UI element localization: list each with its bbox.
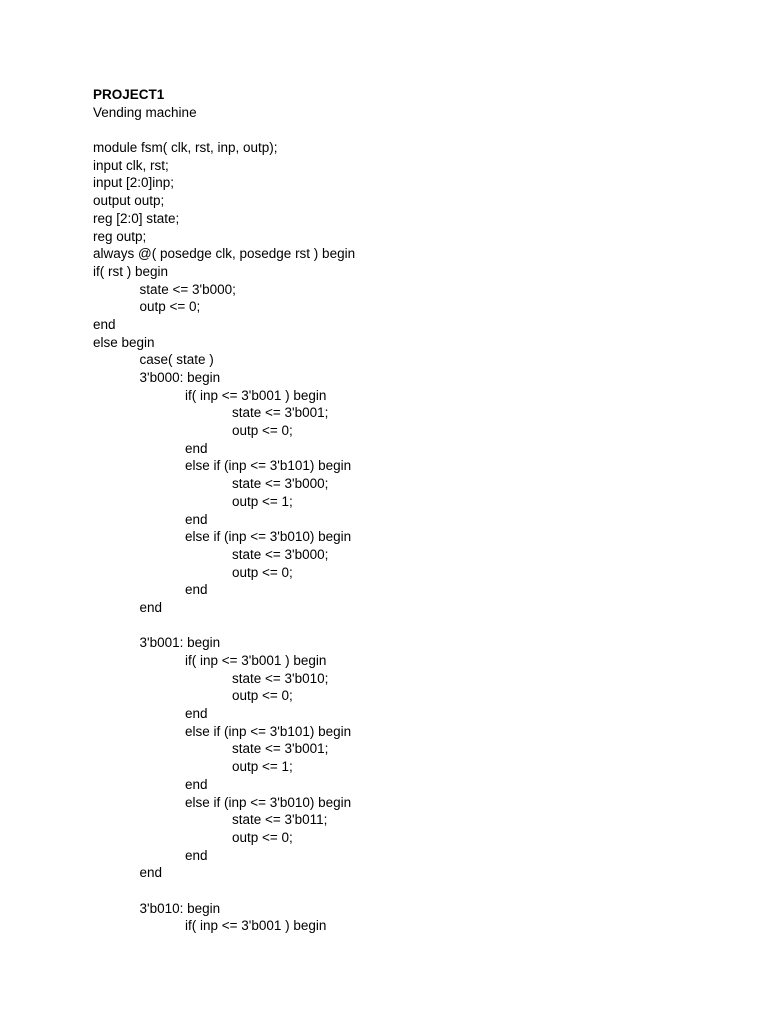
code-line: outp <= 0; <box>139 299 201 315</box>
code-line: outp <= 0; <box>232 423 293 439</box>
document-subtitle: Vending machine <box>93 104 197 120</box>
code-line: outp <= 0; <box>232 564 293 580</box>
code-line: if( rst ) begin <box>93 263 169 279</box>
code-line: if( inp <= 3'b001 ) begin <box>185 918 327 934</box>
code-line: if( inp <= 3'b001 ) begin <box>185 653 327 668</box>
code-line: end <box>185 776 208 792</box>
document-body <box>93 86 733 935</box>
code-line: 3'b000: begin <box>139 370 221 385</box>
code-line: end <box>93 316 116 332</box>
code-line: outp <= 0; <box>232 688 293 704</box>
code-line: outp <= 0; <box>232 829 293 845</box>
code-line: end <box>185 706 208 722</box>
document-title: PROJECT1 <box>93 87 165 102</box>
code-line: else if (inp <= 3'b101) begin <box>185 723 352 739</box>
code-line: state <= 3'b001; <box>232 405 329 421</box>
code-line: end <box>185 440 208 456</box>
blank-line <box>93 121 733 139</box>
code-line: case( state ) <box>139 352 214 368</box>
code-line: end <box>185 511 208 527</box>
code-line: state <= 3'b001; <box>232 741 329 757</box>
code-line: outp <= 1; <box>232 759 293 775</box>
code-line: end <box>185 582 208 598</box>
code-line: 3'b010: begin <box>139 900 221 916</box>
code-line: else if (inp <= 3'b010) begin <box>185 794 352 810</box>
code-line: input clk, rst; <box>93 157 169 173</box>
code-line: end <box>139 865 163 881</box>
code-line: if( inp <= 3'b001 ) begin <box>185 387 327 403</box>
code-line: state <= 3'b011; <box>232 812 328 828</box>
code-line: else begin <box>93 334 155 350</box>
code-line: output outp; <box>93 193 165 209</box>
code-line: outp <= 1; <box>232 493 293 509</box>
code-line: end <box>185 847 208 863</box>
code-line: input [2:0]inp; <box>93 175 175 191</box>
blank-line <box>93 882 733 900</box>
code-line: state <= 3'b000; <box>232 476 329 492</box>
code-line: else if (inp <= 3'b101) begin <box>185 458 352 474</box>
code-line: state <= 3'b000; <box>139 281 236 297</box>
code-line: always @( posedge clk, posedge rst ) begin <box>93 246 356 262</box>
code-line: end <box>139 599 163 615</box>
blank-line <box>93 617 733 635</box>
code-line: reg outp; <box>93 228 147 244</box>
code-line: state <= 3'b000; <box>232 546 329 562</box>
code-line: 3'b001: begin <box>139 635 221 651</box>
code-line: else if (inp <= 3'b010) begin <box>185 529 352 545</box>
code-line: state <= 3'b010; <box>232 670 329 686</box>
code-line: reg [2:0] state; <box>93 210 180 226</box>
code-line: module fsm( clk, rst, inp, outp); <box>93 140 278 156</box>
